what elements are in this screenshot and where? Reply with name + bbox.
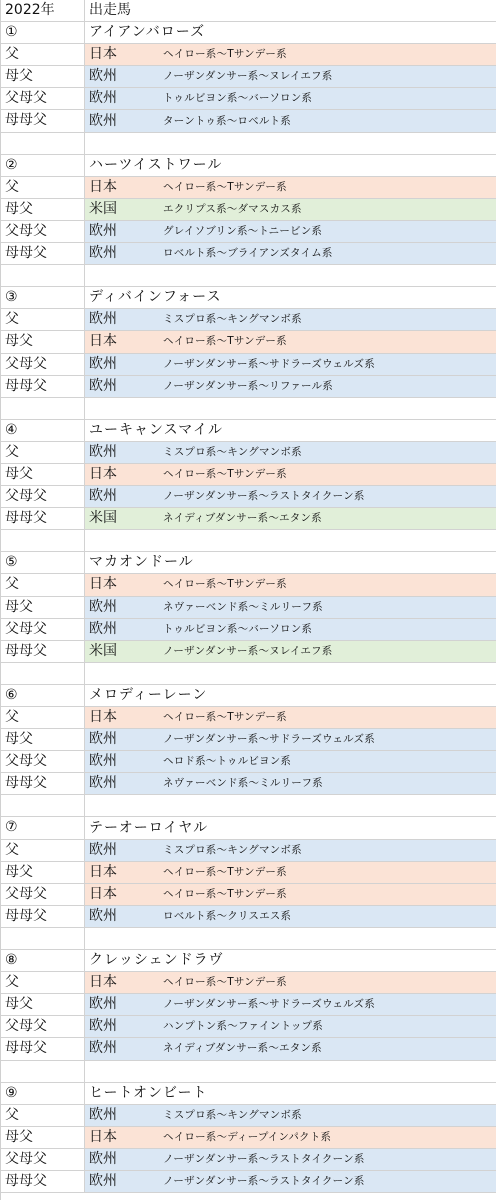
horse-name: マカオンドール xyxy=(89,554,194,571)
lineage-cell[interactable] xyxy=(85,1171,496,1192)
blank-row xyxy=(1,133,496,155)
horse-name-cell[interactable] xyxy=(85,287,496,308)
empty-cell[interactable] xyxy=(1,1061,85,1082)
pedigree-row xyxy=(1,641,496,663)
pedigree-row xyxy=(1,199,496,221)
lineage-cell[interactable] xyxy=(85,442,496,463)
relation-cell[interactable]: 母父 xyxy=(1,729,85,750)
region-label: 欧州 xyxy=(89,68,117,85)
lineage-cell[interactable] xyxy=(85,221,496,242)
pedigree-row xyxy=(1,508,496,530)
relation-cell[interactable]: 母母父 xyxy=(1,1038,85,1059)
relation-cell[interactable]: 母母父 xyxy=(1,1171,85,1192)
lineage-cell[interactable] xyxy=(85,486,496,507)
relation-cell[interactable]: 父母父 xyxy=(1,751,85,772)
pedigree-row xyxy=(1,862,496,884)
pedigree-row xyxy=(1,464,496,486)
blank-row xyxy=(1,265,496,287)
sire-line-label: ヘイロー系～Tサンデー系 xyxy=(163,711,287,724)
lineage-cell[interactable] xyxy=(85,66,496,87)
relation-cell[interactable]: 父母父 xyxy=(1,221,85,242)
blank-row xyxy=(1,663,496,685)
horse-name: クレッシェンドラヴ xyxy=(89,952,224,969)
lineage-cell[interactable] xyxy=(85,110,496,131)
lineage-cell[interactable] xyxy=(85,199,496,220)
horse-name: ヒートオンビート xyxy=(89,1084,208,1101)
region-label: 日本 xyxy=(89,466,117,483)
relation-cell[interactable]: 父母父 xyxy=(1,884,85,905)
lineage-cell[interactable] xyxy=(85,1038,496,1059)
sire-line-label: ノーザンダンサー系～リファール系 xyxy=(163,379,333,392)
region-label: 欧州 xyxy=(89,222,117,239)
lineage-cell[interactable] xyxy=(85,862,496,883)
lineage-cell[interactable] xyxy=(85,309,496,330)
lineage-cell[interactable] xyxy=(85,177,496,198)
relation-cell[interactable]: 母父 xyxy=(1,66,85,87)
horse-title-row xyxy=(1,950,496,972)
sire-line-label: トゥルビヨン系～バーソロン系 xyxy=(163,622,313,635)
sire-line-label: ネヴァーベンド系～ミルリーフ系 xyxy=(163,777,323,790)
sire-line-label: ノーザンダンサー系～ヌレイエフ系 xyxy=(163,644,333,657)
relation-cell[interactable]: 母母父 xyxy=(1,773,85,794)
pedigree-row xyxy=(1,1016,496,1038)
sire-line-label: ヘイロー系～Tサンデー系 xyxy=(163,335,287,348)
relation-cell[interactable]: 母父 xyxy=(1,994,85,1015)
pedigree-row xyxy=(1,840,496,862)
relation-cell[interactable]: 父母父 xyxy=(1,1016,85,1037)
pedigree-row xyxy=(1,1171,496,1193)
empty-cell[interactable] xyxy=(85,133,496,154)
region-label: 欧州 xyxy=(89,1040,117,1057)
horse-number-cell[interactable]: ⑨ xyxy=(1,1083,85,1104)
sire-line-label: ノーザンダンサー系～サドラーズウェルズ系 xyxy=(163,998,375,1011)
lineage-cell[interactable] xyxy=(85,88,496,109)
pedigree-row xyxy=(1,221,496,243)
pedigree-row xyxy=(1,729,496,751)
sire-line-label: ミスプロ系～キングマンボ系 xyxy=(163,445,302,458)
relation-cell[interactable]: 母父 xyxy=(1,331,85,352)
region-label: 欧州 xyxy=(89,775,117,792)
region-label: 日本 xyxy=(89,709,117,726)
relation-cell[interactable]: 父母父 xyxy=(1,619,85,640)
pedigree-row xyxy=(1,376,496,398)
year-cell[interactable]: 2022年 xyxy=(1,0,85,21)
region-label: 欧州 xyxy=(89,1018,117,1035)
sire-line-label: ネイディブダンサー系～エタン系 xyxy=(163,512,322,525)
region-label: 米国 xyxy=(89,510,117,527)
lineage-cell[interactable] xyxy=(85,641,496,662)
empty-cell[interactable] xyxy=(85,265,496,286)
horse-number-cell[interactable]: ④ xyxy=(1,420,85,441)
lineage-cell[interactable] xyxy=(85,1105,496,1126)
pedigree-row xyxy=(1,44,496,66)
horse-title-row xyxy=(1,155,496,177)
lineage-cell[interactable] xyxy=(85,619,496,640)
pedigree-row xyxy=(1,707,496,729)
lineage-cell[interactable] xyxy=(85,574,496,595)
sire-line-label: ヘイロー系～ディープインパクト系 xyxy=(163,1130,332,1143)
sire-line-label: ノーザンダンサー系～ラストタイクーン系 xyxy=(163,1175,365,1188)
pedigree-row xyxy=(1,906,496,928)
sire-line-label: ノーザンダンサー系～サドラーズウェルズ系 xyxy=(163,733,375,746)
relation-cell[interactable]: 父 xyxy=(1,707,85,728)
pedigree-row xyxy=(1,1149,496,1171)
pedigree-row xyxy=(1,1038,496,1060)
pedigree-row xyxy=(1,619,496,641)
relation-cell[interactable]: 父母父 xyxy=(1,1149,85,1170)
relation-cell[interactable]: 父母父 xyxy=(1,354,85,375)
region-label: 日本 xyxy=(89,178,117,195)
horse-title-row xyxy=(1,1083,496,1105)
horse-name: ユーキャンスマイル xyxy=(89,421,224,438)
lineage-cell[interactable] xyxy=(85,597,496,618)
sire-line-label: ヘイロー系～Tサンデー系 xyxy=(163,180,287,193)
region-label: 欧州 xyxy=(89,488,117,505)
pedigree-row xyxy=(1,66,496,88)
horse-name: アイアンバローズ xyxy=(89,24,206,41)
region-label: 欧州 xyxy=(89,1150,117,1167)
region-label: 欧州 xyxy=(89,377,117,394)
horse-number-cell[interactable]: ⑧ xyxy=(1,950,85,971)
lineage-cell[interactable] xyxy=(85,464,496,485)
horse-number-cell[interactable]: ③ xyxy=(1,287,85,308)
region-label: 欧州 xyxy=(89,996,117,1013)
relation-cell[interactable]: 母父 xyxy=(1,1127,85,1148)
horse-title-row xyxy=(1,287,496,309)
relation-cell[interactable]: 父 xyxy=(1,574,85,595)
pedigree-row xyxy=(1,574,496,596)
region-label: 日本 xyxy=(89,46,117,63)
pedigree-row xyxy=(1,884,496,906)
blank-row xyxy=(1,398,496,420)
pedigree-row xyxy=(1,1105,496,1127)
horse-title-row xyxy=(1,552,496,574)
horse-name-cell[interactable] xyxy=(85,685,496,706)
horse-name-cell[interactable] xyxy=(85,420,496,441)
region-label: 欧州 xyxy=(89,753,117,770)
region-label: 欧州 xyxy=(89,1173,117,1190)
pedigree-row xyxy=(1,177,496,199)
region-label: 米国 xyxy=(89,200,117,217)
region-label: 日本 xyxy=(89,576,117,593)
lineage-cell[interactable] xyxy=(85,1127,496,1148)
horse-name: テーオーロイヤル xyxy=(89,819,209,836)
region-label: 欧州 xyxy=(89,443,117,460)
empty-cell[interactable] xyxy=(85,795,496,816)
empty-cell[interactable] xyxy=(85,530,496,551)
lineage-cell[interactable] xyxy=(85,44,496,65)
horse-number-cell[interactable]: ② xyxy=(1,155,85,176)
region-label: 日本 xyxy=(89,1128,117,1145)
pedigree-row xyxy=(1,994,496,1016)
relation-cell[interactable]: 母父 xyxy=(1,597,85,618)
pedigree-row xyxy=(1,486,496,508)
relation-cell[interactable]: 母母父 xyxy=(1,110,85,131)
lineage-cell[interactable] xyxy=(85,243,496,264)
sire-line-label: ノーザンダンサー系～ヌレイエフ系 xyxy=(163,70,333,83)
horse-number-cell[interactable]: ⑤ xyxy=(1,552,85,573)
region-label: 欧州 xyxy=(89,1106,117,1123)
empty-cell[interactable] xyxy=(1,133,85,154)
sire-line-label: ヘイロー系～Tサンデー系 xyxy=(163,865,287,878)
blank-row xyxy=(1,1061,496,1083)
relation-cell[interactable]: 父 xyxy=(1,840,85,861)
empty-cell[interactable] xyxy=(85,928,496,949)
sire-line-label: ミスプロ系～キングマンボ系 xyxy=(163,313,302,326)
empty-cell[interactable] xyxy=(85,663,496,684)
horse-name: ハーツイストワール xyxy=(89,156,223,173)
pedigree-row xyxy=(1,309,496,331)
horse-name-cell[interactable] xyxy=(85,155,496,176)
horse-title-row xyxy=(1,420,496,442)
region-label: 欧州 xyxy=(89,598,117,615)
horse-blocks xyxy=(1,22,496,1193)
sire-line-label: ヘイロー系～Tサンデー系 xyxy=(163,468,287,481)
horse-number-cell[interactable]: ⑦ xyxy=(1,817,85,838)
sire-line-label: ネヴァーベンド系～ミルリーフ系 xyxy=(163,600,323,613)
relation-cell[interactable]: 父 xyxy=(1,1105,85,1126)
horse-number-cell[interactable]: ① xyxy=(1,22,85,43)
sire-line-label: ヘロド系～トゥルビヨン系 xyxy=(163,755,292,768)
horse-number-cell[interactable]: ⑥ xyxy=(1,685,85,706)
pedigree-row xyxy=(1,110,496,132)
horse-name-cell[interactable] xyxy=(85,950,496,971)
sire-line-label: ノーザンダンサー系～ラストタイクーン系 xyxy=(163,1152,365,1165)
lineage-cell[interactable] xyxy=(85,729,496,750)
lineage-cell[interactable] xyxy=(85,376,496,397)
lineage-cell[interactable] xyxy=(85,331,496,352)
relation-cell[interactable]: 父母父 xyxy=(1,88,85,109)
region-label: 日本 xyxy=(89,863,117,880)
blank-row xyxy=(1,795,496,817)
region-label: 欧州 xyxy=(89,245,117,262)
sire-line-label: ロベルト系～クリスエス系 xyxy=(163,909,292,922)
relation-cell[interactable]: 母母父 xyxy=(1,641,85,662)
horse-name-cell[interactable] xyxy=(85,1083,496,1104)
relation-cell[interactable]: 母父 xyxy=(1,199,85,220)
header-row xyxy=(1,0,496,22)
lineage-cell[interactable] xyxy=(85,1149,496,1170)
sire-line-label: トゥルビヨン系～バーソロン系 xyxy=(163,92,313,105)
empty-cell[interactable] xyxy=(1,265,85,286)
pedigree-row xyxy=(1,88,496,110)
horse-name-cell[interactable] xyxy=(85,22,496,43)
region-label: 欧州 xyxy=(89,90,117,107)
relation-cell[interactable]: 母母父 xyxy=(1,376,85,397)
sire-line-label: ネイディブダンサー系～エタン系 xyxy=(163,1042,322,1055)
relation-cell[interactable]: 父 xyxy=(1,972,85,993)
region-label: 欧州 xyxy=(89,907,117,924)
lineage-cell[interactable] xyxy=(85,354,496,375)
horse-title-row xyxy=(1,817,496,839)
empty-cell[interactable] xyxy=(1,663,85,684)
header-title: 出走馬 xyxy=(89,2,131,19)
empty-cell[interactable] xyxy=(1,928,85,949)
lineage-cell[interactable] xyxy=(85,773,496,794)
lineage-cell[interactable] xyxy=(85,508,496,529)
relation-cell[interactable]: 母母父 xyxy=(1,243,85,264)
sire-line-label: ノーザンダンサー系～サドラーズウェルズ系 xyxy=(163,357,375,370)
sire-line-label: ヘイロー系～Tサンデー系 xyxy=(163,48,287,61)
pedigree-row xyxy=(1,331,496,353)
relation-cell[interactable]: 父 xyxy=(1,442,85,463)
pedigree-row xyxy=(1,972,496,994)
sire-line-label: エクリプス系～ダマスカス系 xyxy=(163,202,302,215)
empty-cell[interactable] xyxy=(1,398,85,419)
sire-line-label: ヘイロー系～Tサンデー系 xyxy=(163,887,287,900)
region-label: 日本 xyxy=(89,333,117,350)
blank-row xyxy=(1,928,496,950)
lineage-cell[interactable] xyxy=(85,751,496,772)
lineage-cell[interactable] xyxy=(85,707,496,728)
sire-line-label: ヘイロー系～Tサンデー系 xyxy=(163,578,287,591)
horse-title-row xyxy=(1,685,496,707)
relation-cell[interactable]: 母母父 xyxy=(1,906,85,927)
region-label: 欧州 xyxy=(89,311,117,328)
region-label: 欧州 xyxy=(89,841,117,858)
relation-cell[interactable]: 父 xyxy=(1,309,85,330)
relation-cell[interactable]: 母父 xyxy=(1,464,85,485)
lineage-cell[interactable] xyxy=(85,906,496,927)
header-title-cell[interactable] xyxy=(85,0,496,21)
sire-line-label: ハンプトン系～ファイントップ系 xyxy=(163,1020,323,1033)
sire-line-label: ミスプロ系～キングマンボ系 xyxy=(163,843,302,856)
sire-line-label: ミスプロ系～キングマンボ系 xyxy=(163,1108,302,1121)
empty-cell[interactable] xyxy=(85,1061,496,1082)
relation-cell[interactable]: 父母父 xyxy=(1,486,85,507)
horse-name: ディバインフォース xyxy=(89,289,222,306)
lineage-cell[interactable] xyxy=(85,994,496,1015)
horse-title-row xyxy=(1,22,496,44)
region-label: 欧州 xyxy=(89,620,117,637)
empty-cell[interactable] xyxy=(1,530,85,551)
pedigree-row xyxy=(1,243,496,265)
blank-row xyxy=(1,530,496,552)
horse-name-cell[interactable] xyxy=(85,817,496,838)
sire-line-label: ヘイロー系～Tサンデー系 xyxy=(163,976,287,989)
sire-line-label: ロベルト系～ブライアンズタイム系 xyxy=(163,247,333,260)
lineage-cell[interactable] xyxy=(85,972,496,993)
lineage-cell[interactable] xyxy=(85,840,496,861)
pedigree-row xyxy=(1,773,496,795)
empty-cell[interactable] xyxy=(85,398,496,419)
region-label: 日本 xyxy=(89,974,117,991)
relation-cell[interactable]: 父 xyxy=(1,177,85,198)
sire-line-label: ターントゥ系～ロベルト系 xyxy=(163,114,291,127)
pedigree-row xyxy=(1,751,496,773)
sire-line-label: ノーザンダンサー系～ラストタイクーン系 xyxy=(163,490,365,503)
pedigree-row xyxy=(1,597,496,619)
lineage-cell[interactable] xyxy=(85,1016,496,1037)
region-label: 欧州 xyxy=(89,355,117,372)
pedigree-row xyxy=(1,1127,496,1149)
horse-name-cell[interactable] xyxy=(85,552,496,573)
relation-cell[interactable]: 母母父 xyxy=(1,508,85,529)
pedigree-row xyxy=(1,442,496,464)
pedigree-row xyxy=(1,354,496,376)
lineage-cell[interactable] xyxy=(85,884,496,905)
sire-line-label: グレイソブリン系～トニービン系 xyxy=(163,224,323,237)
relation-cell[interactable]: 父 xyxy=(1,44,85,65)
region-label: 日本 xyxy=(89,885,117,902)
region-label: 米国 xyxy=(89,642,117,659)
region-label: 欧州 xyxy=(89,731,117,748)
horse-name: メロディーレーン xyxy=(89,686,208,703)
relation-cell[interactable]: 母父 xyxy=(1,862,85,883)
empty-cell[interactable] xyxy=(1,795,85,816)
region-label: 欧州 xyxy=(89,112,117,129)
